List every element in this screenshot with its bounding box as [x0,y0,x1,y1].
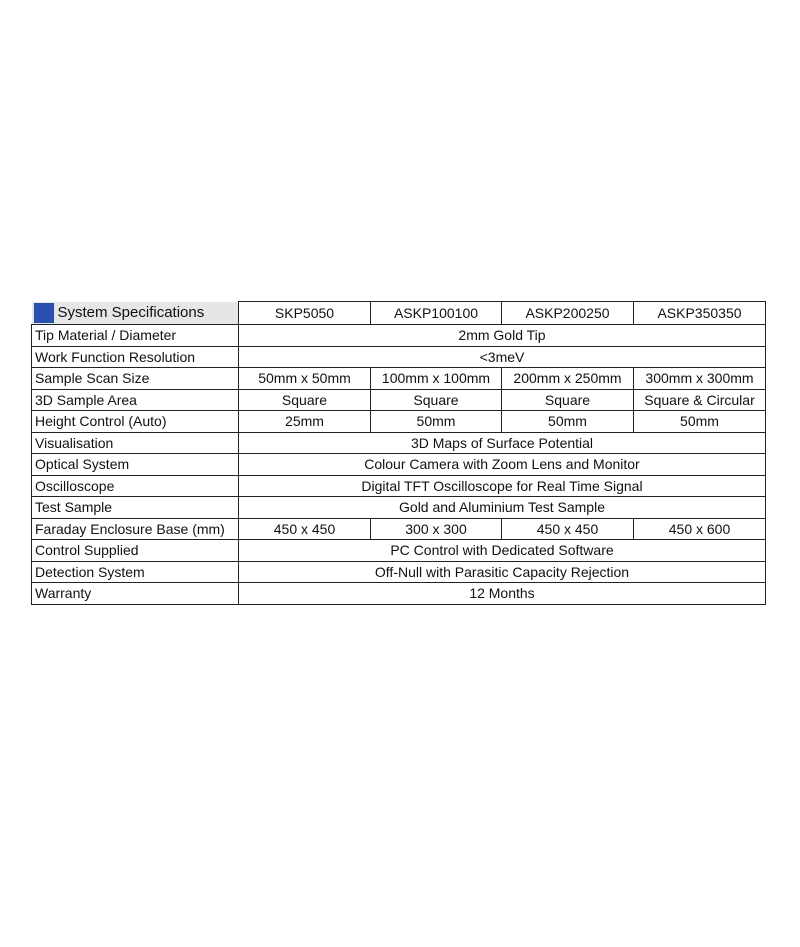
table-header-row [32,302,766,325]
table-row [32,454,766,476]
row-value: 50mm [371,411,502,433]
row-value-all-models: 3D Maps of Surface Potential [239,432,766,454]
table-row [32,475,766,497]
row-value: 450 x 450 [239,518,371,540]
table-title-cell [32,302,239,325]
table-row [32,432,766,454]
row-label: Detection System [32,561,239,583]
row-value: 300mm x 300mm [634,368,766,390]
specifications-table-container [31,301,766,605]
row-label: Sample Scan Size [32,368,239,390]
row-value-all-models: Gold and Aluminium Test Sample [239,497,766,519]
model-header-skp5050: SKP5050 [239,302,371,325]
table-row [32,540,766,562]
row-value-all-models: 12 Months [239,583,766,605]
row-label: Optical System [32,454,239,476]
row-label: Faraday Enclosure Base (mm) [32,518,239,540]
model-header-askp200250: ASKP200250 [502,302,634,325]
row-value-all-models: Digital TFT Oscilloscope for Real Time Signal [239,475,766,497]
row-label: Work Function Resolution [32,346,239,368]
table-row [32,518,766,540]
specifications-table [31,301,766,605]
table-row [32,368,766,390]
row-value: Square [239,389,371,411]
title-square-icon [34,303,54,323]
row-value: 50mm [502,411,634,433]
specifications-table-body [32,302,766,605]
row-label: 3D Sample Area [32,389,239,411]
row-value-all-models: Off-Null with Parasitic Capacity Rejection [239,561,766,583]
row-value-all-models: PC Control with Dedicated Software [239,540,766,562]
row-label: Warranty [32,583,239,605]
row-value-all-models: <3meV [239,346,766,368]
table-row [32,561,766,583]
row-label: Test Sample [32,497,239,519]
row-value: 200mm x 250mm [502,368,634,390]
row-value-all-models: 2mm Gold Tip [239,325,766,347]
row-value: 450 x 450 [502,518,634,540]
table-title: System Specifications [57,304,205,322]
row-label: Tip Material / Diameter [32,325,239,347]
row-value: 100mm x 100mm [371,368,502,390]
row-value: 300 x 300 [371,518,502,540]
row-value: 450 x 600 [634,518,766,540]
table-row [32,325,766,347]
row-value: Square [371,389,502,411]
table-row [32,583,766,605]
row-label: Oscilloscope [32,475,239,497]
model-header-askp350350: ASKP350350 [634,302,766,325]
table-row [32,497,766,519]
row-value: 50mm x 50mm [239,368,371,390]
table-row [32,389,766,411]
row-value-all-models: Colour Camera with Zoom Lens and Monitor [239,454,766,476]
row-label: Visualisation [32,432,239,454]
row-value: 50mm [634,411,766,433]
row-label: Height Control (Auto) [32,411,239,433]
row-label: Control Supplied [32,540,239,562]
row-value: 25mm [239,411,371,433]
row-value: Square [502,389,634,411]
row-value: Square & Circular [634,389,766,411]
table-row [32,346,766,368]
model-header-askp100100: ASKP100100 [371,302,502,325]
table-row [32,411,766,433]
